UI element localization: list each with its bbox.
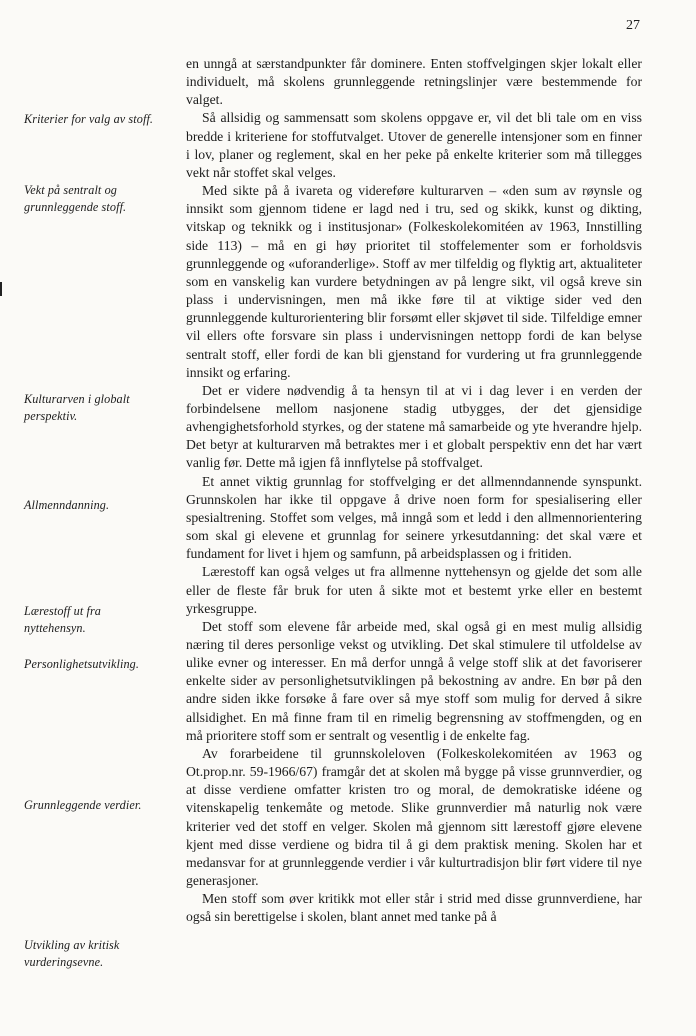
paragraph: Lærestoff kan også velges ut fra allmenne nyttehensyn og gjelde det som alle eller de fleste får bruk for uten å sikte mot et bestemt yrke eller en bestemt yrkesgruppe.: [186, 564, 642, 616]
margin-note-critical-thinking: Utvikling av kritisk vurderingsevne.: [24, 938, 120, 969]
paragraph: Det stoff som elevene får arbeide med, skal også gi en mest mulig allsidig næring til deres personlige vekst og utvikling. Det skal stimulere til utfoldelse av ulike evner og interesser. En må derfor unngå å velge stoff slik at det favoriserer enkelte sider av personlighetsutviklingen på bekostning av andre. En bør på den andre siden ikke forsøke å fare over så mye stoff som mulig for derved å sikre allsidighet. En må finne fram til en rimelig begrensning av stoffmengden, og en må prioritere stoff som er sentralt og vesentlig i de enkelte fag.: [186, 618, 642, 743]
paragraph: Så allsidig og sammensatt som skolens oppgave er, vil det bli tale om en viss bredde i kriteriene for stoffutvalget. Utover de generelle intensjoner som en finner i lov, planer og reglement, skal en her peke på enkelte kriterier som må tillegges vekt når stoffet skal velges.: [186, 110, 642, 180]
margin-note-general-education: Allmenndanning.: [24, 498, 110, 512]
margin-note-central-content: Vekt på sentralt og grunnleggende stoff.: [24, 183, 127, 214]
margin-note-personal-development: Personlighetsutvikling.: [24, 657, 140, 671]
scan-edge-mark: [0, 282, 2, 296]
margin-note-criteria: Kriterier for valg av stoff.: [24, 112, 154, 126]
body-text: [186, 55, 642, 927]
paragraph: Med sikte på å ivareta og videreføre kulturarven – «den sum av røynsle og innsikt som gjennom tidene er lagd ned i tru, sed og skikk, kunst og dikting, vitskap og teknikk og i institusjonar» (Folkeskolekomitéen av 1963, Innstilling side 113) – må en gi høy prioritet til stoffelementer som er forholdsvis grunnleggende og «uforanderlige». Stoff av mer tilfeldig og flyktig art, aktualiteter som en vanskelig kan vurdere betydningen av på lengre sikt, vil også kreve sin plass i undervisningen, men må ikke føre til at viktige sider ved den grunnleggende kulturorientering blir forsømt eller skjøvet til side. Tilfeldige emner vil ellers ofte forsvare sin plass i undervisningen nettopp fordi de kan belyse sentralt stoff, eller fordi de kan bli gjenstand for vurdering ut fra grunnleggende innsikt og erfaring.: [186, 183, 642, 380]
paragraph: Men stoff som øver kritikk mot eller står i strid med disse grunnverdiene, har også sin berettigelse i skolen, blant annet med tanke på å: [186, 891, 642, 925]
paragraph: en unngå at særstandpunkter får dominere. Enten stoffvelgingen skjer lokalt eller individuelt, må skolens grunnleggende retningslinjer være bestemmende for valget.: [186, 56, 642, 108]
page-number: 27: [626, 18, 640, 33]
paragraph: Det er videre nødvendig å ta hensyn til at vi i dag lever i en verden der forbindelsene mellom nasjonene stadig utbygges, der det gjensidige avhengighetsforhold styrkes, og der statene må samarbeide og yte hverandre hjelp. Det betyr at kulturarven må betraktes mer i et globalt perspektiv enn det har vært vanlig før. Dette må igjen få innflytelse på stoffvalget.: [186, 382, 642, 471]
paragraph: Av forarbeidene til grunnskoleloven (Folkeskolekomitéen av 1963 og Ot.prop.nr. 59-1966/67) framgår det at skolen må bygge på visse grunnverdier, og at disse verdiene omfatter kristen tro og moral, de demokratiske idéene og vitenskapelig tenkemåte og metode. Slike grunnverdier må naturlig nok være kriterier ved det stoff en velger. Skolen må gjennom sitt lærestoff gjøre elevene kjent med disse verdiene og bidra til å gi dem praktisk mening. Skolen har et medansvar for at grunnleggende verdier i vår kulturtradisjon blir ført videre til nye generasjoner.: [186, 745, 642, 889]
margin-note-usefulness: Lærestoff ut fra nyttehensyn.: [24, 604, 101, 635]
margin-note-core-values: Grunnleggende verdier.: [24, 798, 142, 812]
margin-note-global-perspective: Kulturarven i globalt perspektiv.: [24, 392, 130, 423]
paragraph: Et annet viktig grunnlag for stoffvelging er det allmenndannende synspunkt. Grunnskolen har ikke til oppgave å drive noen form for spesialisering eller spesialtrening. Stoffet som velges, må inngå som et ledd i den allmennorientering som skal gi elevene et grunnlag for seinere yrkesutdanning: det skal være et fundament for livet i hjem og samfunn, på arbeidsplassen og i fritiden.: [186, 473, 642, 562]
